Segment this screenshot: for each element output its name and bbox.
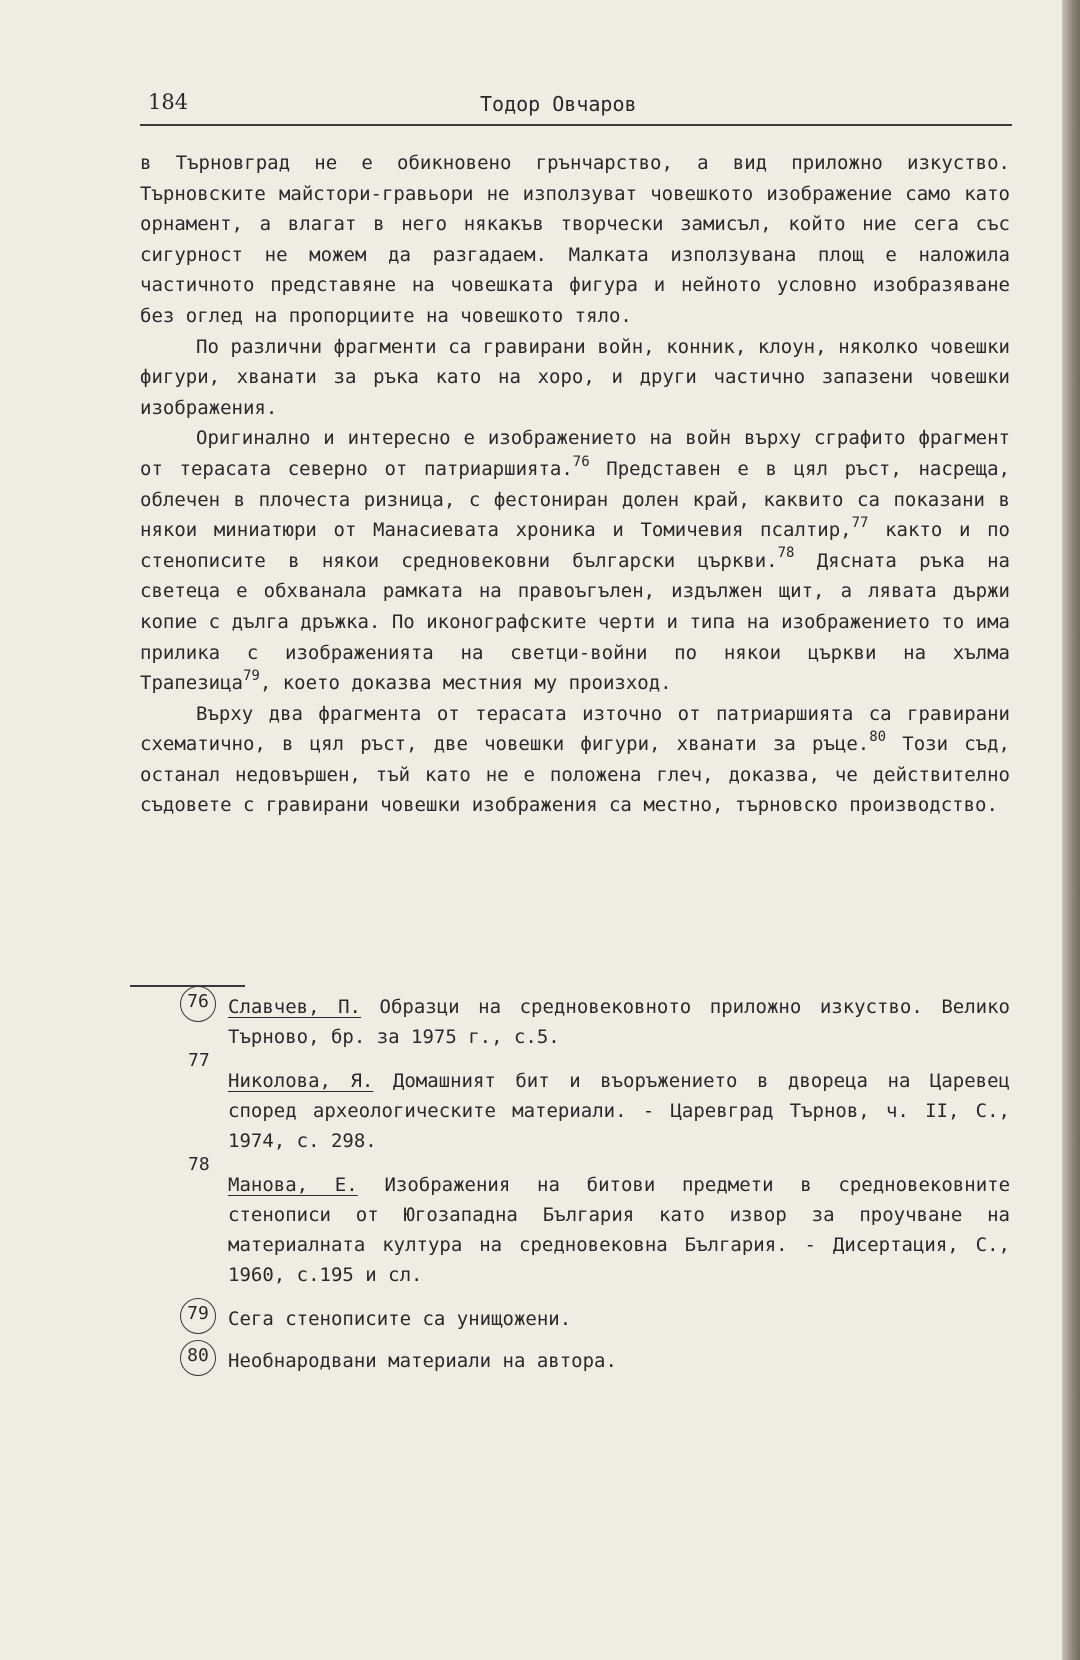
paragraph-1: в Търновград не е обикновено грънчарство, а вид приложно изкуство. Търновските майстори-гравьори не използуват човешкото изображение само като орнамент, а влагат в него някакъв творчески замисъл, който ние сега със сигурност не можем да разгадаем. Малката използувана площ е наложила частичното представяне на човешката фигура и нейното условно изобразяване без оглед на пропорциите на човешкото тяло. [140, 152, 1010, 327]
footnote-77 [130, 1050, 1010, 1156]
footnote-number: 76 [180, 986, 216, 1022]
footnotes [130, 992, 1010, 1388]
footnote-text: Необнародвани материали на автора. [228, 1350, 617, 1372]
footnote-ref-76: 76 [572, 453, 590, 470]
footnote-author: Славчев, П. [228, 996, 361, 1018]
footnote-text: Сега стенописите са унищожени. [228, 1308, 572, 1330]
footnote-79 [130, 1304, 1010, 1334]
footnote-78 [130, 1154, 1011, 1290]
paragraph-3 [140, 423, 1010, 698]
footnote-number: 77 [188, 1050, 210, 1071]
page-header [140, 90, 1012, 126]
footnote-text [130, 992, 1010, 1052]
footnote-author: Николова, Я. [228, 1070, 374, 1092]
footnote-76 [130, 992, 1010, 1052]
footnote-citation: Изображения на битови предмети в средновековните стенописи от Югозападна България като извор за проучване на материалната култура на средновековна България. - Дисертация, С., 1960, с.195 и сл. [228, 1174, 1011, 1286]
paragraph-3-part-d: Дясната ръка на светеца е обхванала рамката на правоъгълен, издължен щит, а лявата държи копие с дълга дръжка. По иконографските черти и типа на изображението то има прилика с изображенията на светци-войни по някои църкви на хълма Трапезица [140, 549, 1010, 695]
footnote-number: 79 [180, 1298, 216, 1334]
footnote-ref-77: 77 [851, 514, 869, 531]
page-number: 184 [148, 90, 189, 114]
footnote-ref-78: 78 [777, 545, 795, 562]
main-text [140, 148, 1010, 821]
footnote-80 [130, 1346, 1010, 1376]
footnote-ref-80: 80 [869, 728, 887, 745]
page-edge-shadow [1062, 0, 1080, 1660]
footnote-citation: Домашният бит и въоръжението в двореца на Царевец според археологическите материали. - Царевград Търнов, ч. II, С., 1974, с. 298. [228, 1070, 1010, 1152]
paragraph-3-part-b: Представен е в цял ръст, насреща, облечен в плочеста ризница, с фестониран долен край, каквито са показани в някои миниатюри от Манасиевата хроника и Томичевия псалтир, [140, 457, 1010, 542]
paragraph-3-part-e: , което доказва местния му произход. [259, 672, 672, 695]
paragraph-3-part-c: както и по стенописите в някои средновековни български църкви. [140, 519, 1010, 572]
footnote-number: 80 [180, 1340, 216, 1376]
running-head: Тодор Овчаров [480, 92, 637, 116]
footnote-author: Манова, Е. [228, 1174, 358, 1196]
paragraph-3-part-a: Оригинално и интересно е изображението на войн върху сграфито фрагмент от терасата северно от патриаршията. [140, 427, 1010, 480]
footnote-text [130, 1170, 1010, 1290]
paragraph-4-part-a: Върху два фрагмента от терасата източно от патриаршията са гравирани схематично, в цял ръст, две човешки фигури, хванати за ръце. [140, 702, 1010, 756]
paragraph-4-part-b: Този съд, останал недовършен, тъй като не е положена глеч, доказва, че действително съдовете с гравирани човешки изображения са местно, търновско производство. [140, 733, 1010, 817]
footnote-citation: Образци на средновековното приложно изкуство. Велико Търново, бр. за 1975 г., с.5. [228, 996, 1010, 1048]
footnote-number: 78 [188, 1154, 210, 1175]
paragraph-4 [140, 699, 1010, 821]
footnote-ref-79: 79 [242, 667, 260, 684]
footnote-divider [130, 985, 245, 987]
paragraph-2: По различни фрагменти са гравирани войн, конник, клоун, няколко човешки фигури, хванати за ръка като на хоро, и други частично запазени човешки изображения. [140, 335, 1010, 419]
footnote-text [130, 1066, 1010, 1156]
